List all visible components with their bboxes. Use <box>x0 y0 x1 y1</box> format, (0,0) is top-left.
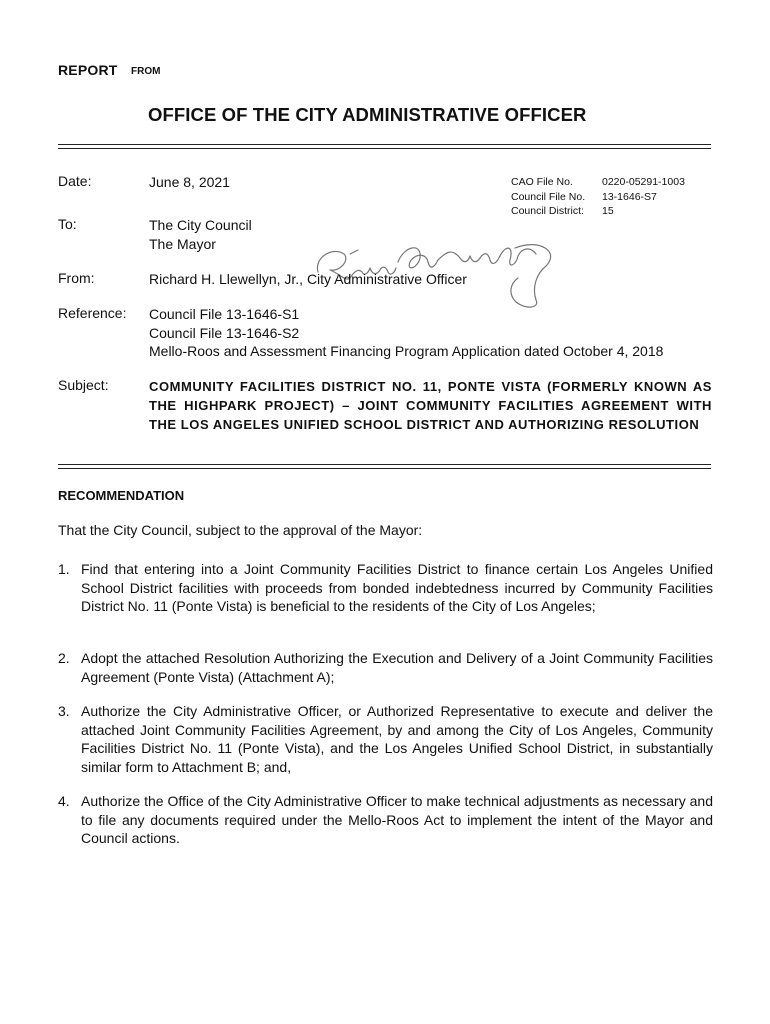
to-label: To: <box>58 216 77 232</box>
item-number: 1. <box>58 561 70 577</box>
subject-text: COMMUNITY FACILITIES DISTRICT NO. 11, PONTE VISTA (FORMERLY KNOWN AS THE HIGHPARK PROJECT) – JOINT COMMUNITY FACILITIES AGREEMENT WITH THE LOS ANGELES UNIFIED SCHOOL DISTRICT AND AUTHORIZING RESOLUTION <box>149 379 712 432</box>
item-text: Find that entering into a Joint Community Facilities District to finance certain Los Angeles Unified School District facilities with proceeds from bonded indebtedness incurred by Community Facilities District No. 11 (Ponte Vista) is beneficial to the residents of the City of Los Angeles; <box>81 561 713 614</box>
reference-line: Council File 13-1646-S2 <box>149 324 300 341</box>
item-number: 3. <box>58 703 70 719</box>
item-number: 4. <box>58 793 70 809</box>
date-label: Date: <box>58 173 92 189</box>
council-file-label: Council File No. <box>511 190 586 203</box>
item-text: Authorize the City Administrative Officer, or Authorized Representative to execute and deliver the attached Joint Community Facilities Agreement, by and among the City of Los Angeles, Community Facilities District No. 11 (Ponte Vista), and the Los Angeles Unified School District, in substantially similar form to Attachment B; and, <box>81 703 713 775</box>
file-info-block <box>511 175 685 219</box>
council-file-value: 13-1646-S7 <box>602 190 657 203</box>
office-title: OFFICE OF THE CITY ADMINISTRATIVE OFFICER <box>148 104 587 125</box>
council-district-value: 15 <box>602 205 614 217</box>
recommendation-heading: RECOMMENDATION <box>58 488 185 503</box>
subject-label: Subject: <box>58 377 109 393</box>
report-label: REPORT <box>58 62 118 78</box>
header-rule-bottom <box>58 148 711 149</box>
cao-file-label: CAO File No. <box>511 176 573 188</box>
item-text: Adopt the attached Resolution Authorizing the Execution and Delivery of a Joint Community Facilities Agreement (Ponte Vista) (Attachment A); <box>81 650 713 685</box>
header-rule-top <box>58 144 711 145</box>
to-line: The Mayor <box>149 235 216 252</box>
to-recipients <box>149 216 252 253</box>
reference-line: Mello-Roos and Assessment Financing Program Application dated October 4, 2018 <box>149 343 664 359</box>
reference-line: Council File 13-1646-S1 <box>149 306 300 322</box>
from-label: FROM <box>131 66 161 77</box>
date-value: June 8, 2021 <box>149 174 230 190</box>
recommendation-item <box>58 560 713 616</box>
recommendation-item <box>58 792 713 848</box>
item-number: 2. <box>58 650 70 666</box>
reference-list <box>149 305 663 361</box>
from-value: Richard H. Llewellyn, Jr., City Administrative Officer <box>149 271 467 287</box>
subject-rule-top <box>58 464 711 465</box>
recommendation-intro: That the City Council, subject to the approval of the Mayor: <box>58 522 423 538</box>
reference-label: Reference: <box>58 305 127 321</box>
recommendation-item <box>58 649 713 686</box>
to-line: The City Council <box>149 217 252 233</box>
from-field-label: From: <box>58 270 95 286</box>
council-district-label: Council District: <box>511 205 584 217</box>
subject-rule-bottom <box>58 468 711 469</box>
item-text: Authorize the Office of the City Administrative Officer to make technical adjustments as necessary and to file any documents required under the Mello-Roos Act to implement the intent of the Mayor and Council actions. <box>81 793 713 846</box>
cao-file-value: 0220-05291-1003 <box>602 176 685 188</box>
recommendation-item <box>58 702 713 776</box>
